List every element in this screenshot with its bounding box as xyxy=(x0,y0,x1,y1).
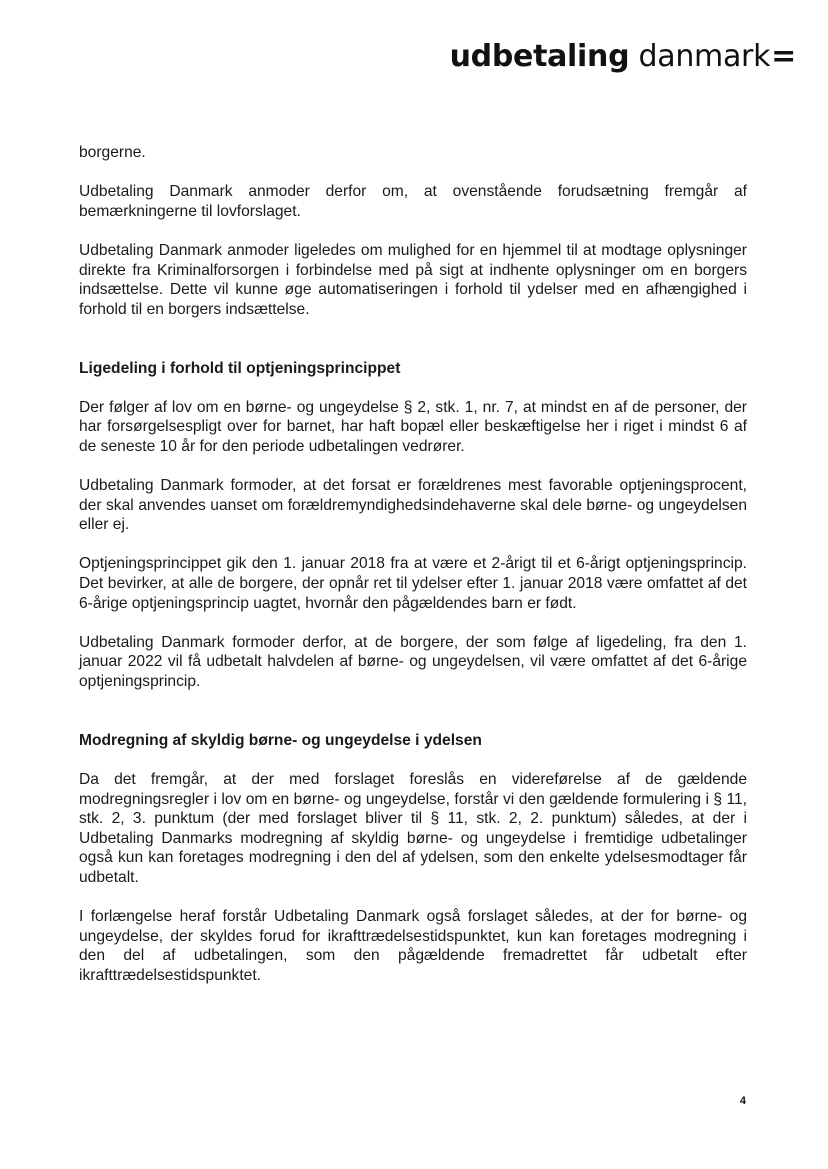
section-spacer xyxy=(79,339,747,359)
heading-modregning: Modregning af skyldig børne- og ungeydelse i ydelsen xyxy=(79,731,482,749)
page-number: 4 xyxy=(739,1095,746,1107)
paragraph-modregningsregler: Da det fremgår, at der med forslaget foreslås en videreførelse af de gældende modregningsregler i lov om en børne- og ungeydelse, forstår vi den gældende formulering i § 11, stk. 2, 3. punktum (der med forslaget bliver til § 11, stk. 2, 2. punktum) således, at der i Udbetaling Danmarks modregning af skyldig børne- og ungeydelse i fremtidige udbetalinger også kun kan foretages modregning i den del af ydelsen, som den enkelte ydelsesmodtager får udbetalt. xyxy=(79,771,747,886)
paragraph-continuation: borgerne. xyxy=(79,144,146,161)
logo-text-light: danmark xyxy=(638,39,771,74)
paragraph-optjeningsprocent: Udbetaling Danmark formoder, at det forsat er forældrenes mest favorable optjeningsprocent, der skal anvendes uanset om forældremyndighedsindehaverne skal dele børne- og ungeydelsen eller ej. xyxy=(79,477,747,534)
paragraph-ikrafttraedelse: I forlængelse heraf forstår Udbetaling Danmark også forslaget således, at der for børne- og ungeydelse, der skyldes forud for ikrafttrædelsestidspunktet, kun kan foretages modregning i den del af udbetalingen, som den pågældende fremadrettet får udbetalt efter ikrafttrædelsestidspunktet. xyxy=(79,908,747,984)
section-spacer xyxy=(79,711,747,731)
udbetaling-danmark-logo xyxy=(449,39,796,74)
paragraph-request-remarks: Udbetaling Danmark anmoder derfor om, at ovenstående forudsætning fremgår af bemærkningerne til lovforslaget. xyxy=(79,183,747,220)
document-body xyxy=(79,143,747,1005)
logo-equals-mark: = xyxy=(771,39,796,74)
paragraph-ligedeling-2022: Udbetaling Danmark formoder derfor, at de borgere, der som følge af ligedeling, fra den 1. januar 2022 vil få udbetalt halvdelen af børne- og ungeydelsen, vil være omfattet af det 6-årige optjeningsprincip. xyxy=(79,633,747,691)
heading-ligedeling: Ligedeling i forhold til optjeningsprincippet xyxy=(79,359,401,377)
paragraph-request-kriminalforsorgen: Udbetaling Danmark anmoder ligeledes om mulighed for en hjemmel til at modtage oplysninger direkte fra Kriminalforsorgen i forbindelse med på sigt at indhente oplysninger om en borgers indsættelse. Dette vil kunne øge automatiseringen i forhold til ydelser med en afhængighed i forhold til en borgers indsættelse. xyxy=(79,241,747,318)
paragraph-optjeningsprincippet: Optjeningsprincippet gik den 1. januar 2018 fra at være et 2-årigt til et 6-årigt optjeningsprincip. Det bevirker, at alle de borgere, der opnår ret til ydelser efter 1. januar 2018 være omfattet af det 6-årige optjeningsprincip uagtet, hvornår den pågældendes barn er født. xyxy=(79,555,747,612)
logo-text-strong: udbetaling xyxy=(449,39,630,74)
paragraph-law-reference: Der følger af lov om en børne- og ungeydelse § 2, stk. 1, nr. 7, at mindst en af de personer, der har forsørgelsespligt over for barnet, har haft bopæl eller beskæftigelse her i riget i mindst 6 af de seneste 10 år for den periode udbetalingen vedrører. xyxy=(79,398,747,455)
